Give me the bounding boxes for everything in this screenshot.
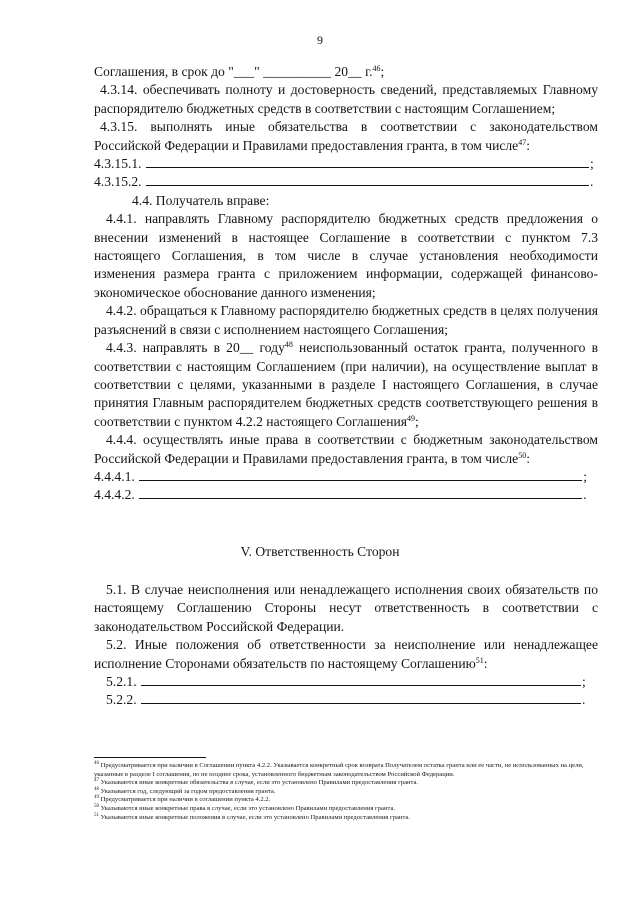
- paragraph-4-3-15: 4.3.15. выполнять иные обязательства в соответствии с законодательством Российской Федерации и Правилами предоставления гранта, в том числе$^{47}$:: [94, 119, 598, 153]
- paragraph-4-4-4: 4.4.4. осуществлять иные права в соответствии с бюджетным законодательством Российской Федерации и Правилами предоставления гранта, в том числе$^{50}$:: [94, 432, 598, 466]
- paragraph-5-1: 5.1. В случае неисполнения или ненадлежащего исполнения своих обязательств по настоящему Соглашению Стороны несут ответственность в соответствии с законодательством Российской Федерации.: [94, 582, 598, 634]
- paragraph-4-3-14: 4.3.14. обеспечивать полноту и достоверность сведений, представляемых Главному распорядителю бюджетных средств в соответствии с настоящим Соглашением;: [94, 82, 598, 116]
- fill-in-line: [139, 487, 582, 499]
- footnote-ref-46: 46: [372, 64, 381, 73]
- body-text-top: [94, 63, 598, 505]
- footnote-49: $^{49}$ Предусматривается при наличии в соглашении пункта 4.2.2.: [94, 795, 271, 804]
- section-heading: V. Ответственность Сторон: [240, 544, 400, 559]
- blank-line-4-4-4-1: 4.4.4.1. ;: [94, 468, 587, 484]
- fill-in-line: [146, 156, 589, 168]
- footnote-46: $^{46}$ Предусматривается при наличии в Соглашении пункта 4.2.2. Указывается конкретный срок возврата Получателем остатка гранта или ее части, не использованных на цели, указанные в разделе I соглашения, но не позднее срока, установленного бюджетным законодательством Российской Федерации.: [94, 761, 584, 778]
- footnotes: [94, 762, 599, 822]
- footnote-48: $^{48}$ Указывается год, следующий за годом предоставления гранта.: [94, 786, 276, 795]
- paragraph-4-3-13-tail: Соглашения, в срок до "___" __________ 20__ г.$^{46}$;: [94, 64, 385, 79]
- footnote-50: $^{50}$ Указываются иные конкретные права в случае, если это установлено Правилами предоставления гранта.: [94, 803, 396, 812]
- footnote-ref-51: 51: [475, 655, 484, 665]
- paragraph-5-2: 5.2. Иные положения об ответственности за неисполнение или ненадлежащее исполнение Сторонами обязательств по настоящему Соглашению$^{51}$:: [94, 637, 598, 671]
- footnote-ref-49: 49: [407, 413, 415, 423]
- fill-in-line: [146, 174, 589, 186]
- blank-line-5-2-1: 5.2.1. ;: [106, 674, 586, 690]
- fill-in-line: [141, 692, 581, 704]
- footnote-51: $^{51}$ Указываются иные конкретные положения в случае, если это установлено Правилами предоставления гранта.: [94, 812, 410, 821]
- blank-line-4-3-15-2: 4.3.15.2. .: [94, 174, 594, 190]
- blank-line-4-3-15-1: 4.3.15.1. ;: [94, 156, 594, 172]
- footnote-ref-48: 48: [284, 340, 293, 350]
- paragraph-4-4-3: 4.4.3. направлять в 20__ году$^{48}$ неиспользованный остаток гранта, полученного в соответствии с настоящим Соглашением (при наличии), на осуществление выплат в соответствии с целями, указанными в разделе I настоящего Соглашения, в случае принятия Главным распорядителем бюджетных средств соответствующего решения в соответствии с пунктом 4.2.2 настоящего Соглашения$^{49}$;: [94, 340, 598, 429]
- page-number: 9: [317, 33, 323, 47]
- footnote-ref-47: 47: [518, 137, 527, 147]
- fill-in-line: [139, 469, 582, 481]
- body-text-bottom: [94, 581, 598, 710]
- footnote-47: $^{47}$ Указываются иные конкретные обязательства в случае, если это установлено Правилами предоставления гранта.: [94, 778, 419, 787]
- fill-in-line: [141, 674, 581, 686]
- blank-line-4-4-4-2: 4.4.4.2. .: [94, 487, 587, 503]
- paragraph-4-4-1: 4.4.1. направлять Главному распорядителю бюджетных средств предложения о внесении изменений в настоящее Соглашение в соответствии с пунктом 7.3 настоящего Соглашения, в том числе в случае установления необходимости изменения размера гранта с приложением информации, содержащей финансово-экономическое обоснование данного изменения;: [94, 211, 598, 300]
- footnote-ref-50: 50: [518, 450, 527, 460]
- paragraph-4-4: 4.4. Получатель вправе:: [132, 192, 270, 208]
- footnote-separator: [94, 757, 206, 758]
- paragraph-4-4-2: 4.4.2. обращаться к Главному распорядителю бюджетных средств в целях получения разъяснений в связи с исполнением настоящего Соглашения;: [94, 303, 598, 337]
- blank-line-5-2-2: 5.2.2. .: [106, 692, 586, 708]
